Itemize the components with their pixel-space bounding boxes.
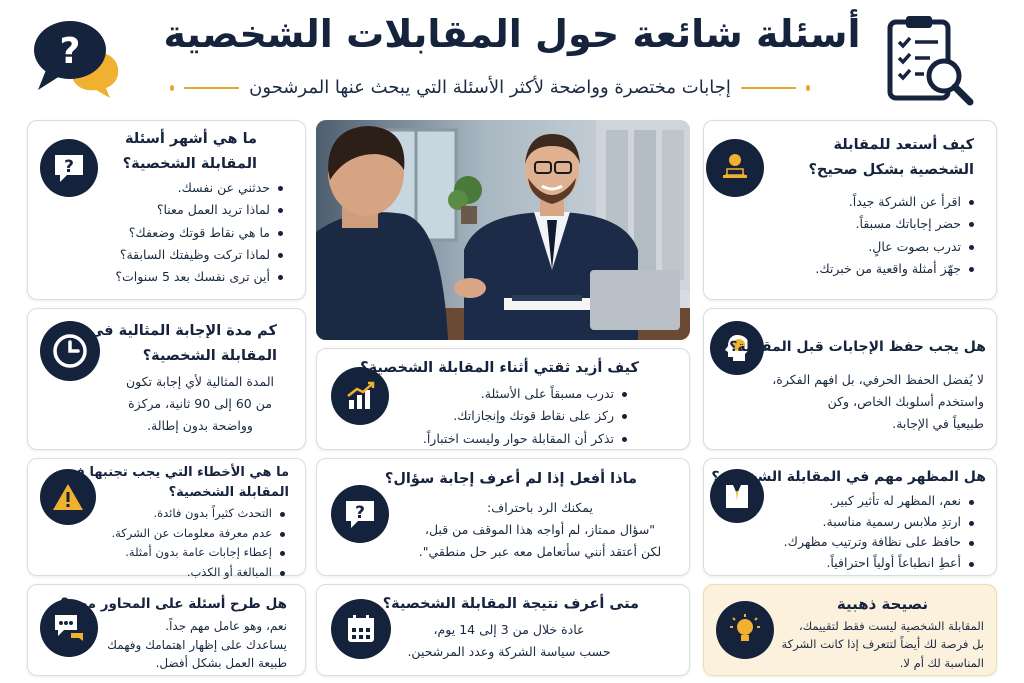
chat-bubbles-icon bbox=[30, 18, 122, 100]
list-item: المبالغة أو الكذب. bbox=[111, 563, 287, 583]
card-text bbox=[772, 369, 984, 435]
card-ask-questions bbox=[27, 584, 306, 676]
page-subtitle: إجابات مختصرة وواضحة لأكثر الأسئلة التي يبحث عنها المرشحون bbox=[249, 77, 731, 98]
card-text bbox=[125, 371, 275, 437]
list-item: ارتدِ ملابس رسمية مناسبة. bbox=[784, 512, 976, 533]
list-item: أعطِ انطباعاً أولياً احترافياً. bbox=[784, 553, 976, 574]
card-title-line: كم مدة الإجابة المثالية في bbox=[89, 323, 277, 339]
list-item: ركز على نقاط قوتك وإنجازاتك. bbox=[423, 405, 629, 427]
list-item: حضر إجاباتك مسبقاً. bbox=[815, 213, 976, 235]
card-list bbox=[815, 191, 976, 280]
card-title bbox=[808, 133, 974, 184]
text-line: عادة خلال من 3 إلى 14 يوم، bbox=[433, 622, 585, 637]
text-line: من 60 إلى 90 ثانية، مركزة bbox=[128, 395, 272, 411]
card-title bbox=[63, 463, 289, 503]
list-item: لماذا تريد العمل معنا؟ bbox=[115, 199, 285, 221]
list-item: تدرب مسبقاً على الأسئلة. bbox=[423, 383, 629, 405]
card-title-line: كيف أستعد للمقابلة bbox=[833, 137, 974, 153]
header bbox=[0, 0, 1024, 115]
text-line: بل فرصة لك أيضاً لتتعرف إذا كانت الشركة bbox=[781, 637, 984, 652]
card-prepare bbox=[703, 120, 997, 300]
list-item: عدم معرفة معلومات عن الشركة. bbox=[111, 524, 287, 544]
card-text bbox=[399, 619, 619, 663]
question-icon bbox=[331, 485, 389, 543]
text-line: المدة المثالية لأي إجابة تكون bbox=[125, 374, 274, 389]
card-appearance bbox=[703, 458, 997, 576]
text-line: طبيعة العمل بشكل أفضل. bbox=[155, 656, 287, 671]
person-laptop-icon bbox=[706, 139, 764, 197]
card-title-line: المقابلة الشخصية؟ bbox=[122, 156, 257, 173]
text-line: واستخدم أسلوبك الخاص، وكن bbox=[827, 393, 984, 409]
card-title: هل يجب حفظ الإجابات قبل المقابلة؟ bbox=[729, 339, 986, 355]
divider-dot bbox=[806, 85, 810, 91]
list-item: تدرب بصوت عالٍ. bbox=[815, 236, 976, 258]
card-title: هل طرح أسئلة على المحاور مهم؟ bbox=[60, 596, 287, 612]
divider-line bbox=[741, 87, 796, 89]
list-item: جهّز أمثلة واقعية من خبرتك. bbox=[815, 258, 976, 280]
card-title-line: ما هي الأخطاء التي يجب تجنبها في bbox=[63, 465, 289, 480]
page-title: أسئلة شائعة حول المقابلات الشخصية bbox=[163, 12, 861, 56]
text-line: يمكنك الرد باحتراف: bbox=[487, 500, 593, 515]
card-list bbox=[423, 383, 629, 450]
list-item: التحدث كثيراً بدون فائدة. bbox=[111, 504, 287, 524]
divider-dot bbox=[170, 85, 174, 91]
lightbulb-icon bbox=[716, 601, 774, 659]
text-line: يساعدك على إظهار اهتمامك وفهمك bbox=[107, 637, 287, 652]
list-item: اقرأ عن الشركة جيداً. bbox=[815, 191, 976, 213]
list-item: حدثني عن نفسك. bbox=[115, 177, 285, 199]
card-unknown-answer bbox=[316, 458, 690, 576]
card-famous-questions bbox=[27, 120, 306, 300]
text-line: طبيعياً في الإجابة. bbox=[892, 415, 984, 431]
card-title-line: الشخصية بشكل صحيح؟ bbox=[808, 162, 974, 179]
list-item: ما هي نقاط قوتك وضعفك؟ bbox=[115, 222, 285, 244]
divider-line bbox=[184, 87, 239, 89]
question-icon bbox=[40, 139, 98, 197]
list-item: حافظ على نظافة وترتيب مظهرك. bbox=[784, 532, 976, 553]
card-title-line: ما هي أشهر أسئلة bbox=[125, 131, 257, 147]
svg-text:?: ? bbox=[59, 31, 81, 72]
card-title bbox=[89, 319, 277, 370]
subtitle-row bbox=[170, 77, 810, 98]
card-title: ماذا أفعل إذا لم أعرف إجابة سؤال؟ bbox=[384, 471, 637, 487]
card-title-line: المقابلة الشخصية؟ bbox=[168, 485, 289, 501]
text-line: لا يُفضل الحفظ الحرفي، بل افهم الفكرة، bbox=[772, 372, 984, 387]
card-title-line: المقابلة الشخصية؟ bbox=[142, 348, 277, 365]
text-line: وواضحة بدون إطالة. bbox=[147, 417, 253, 433]
svg-text:?: ? bbox=[64, 157, 74, 177]
card-mistakes bbox=[27, 458, 306, 579]
text-line: "سؤال ممتاز، لم أواجه هذا الموقف من قبل، bbox=[424, 521, 656, 537]
card-text bbox=[405, 497, 675, 563]
card-list bbox=[111, 504, 287, 582]
text-line: نعم، وهو عامل مهم جداً. bbox=[165, 619, 287, 633]
card-title: نصيحة ذهبية bbox=[836, 595, 928, 613]
list-item: تذكر أن المقابلة حوار وليست اختباراً. bbox=[423, 428, 629, 450]
list-item: إعطاء إجابات عامة بدون أمثلة. bbox=[111, 543, 287, 563]
card-duration bbox=[27, 308, 306, 450]
card-confidence bbox=[316, 348, 690, 450]
card-text bbox=[107, 617, 287, 673]
card-title bbox=[123, 127, 257, 178]
card-title: متى أعرف نتيجة المقابلة الشخصية؟ bbox=[382, 596, 639, 612]
card-memorize bbox=[703, 308, 997, 450]
text-line: المقابلة الشخصية ليست فقط لتقييمك، bbox=[799, 619, 984, 633]
text-line: لكن أعتقد أنني سأتعامل معه عبر حل منطقي". bbox=[418, 543, 662, 559]
text-line: المناسبة لك أم لا. bbox=[899, 655, 984, 670]
interview-illustration bbox=[316, 120, 690, 340]
list-item: نعم، المظهر له تأثير كبير. bbox=[784, 491, 976, 512]
card-text bbox=[781, 617, 984, 672]
card-list bbox=[115, 177, 285, 288]
list-item: أين ترى نفسك بعد 5 سنوات؟ bbox=[115, 266, 285, 288]
svg-text:?: ? bbox=[355, 503, 365, 523]
card-title: هل المظهر مهم في المقابلة الشخصية؟ bbox=[711, 469, 986, 485]
list-item: لماذا تركت وظيفتك السابقة؟ bbox=[115, 244, 285, 266]
clipboard-search-icon bbox=[882, 10, 978, 110]
card-list bbox=[784, 491, 976, 574]
card-title: كيف أزيد ثقتي أثناء المقابلة الشخصية؟ bbox=[360, 360, 639, 376]
card-result bbox=[316, 584, 690, 676]
text-line: حسب سياسة الشركة وعدد المرشحين. bbox=[407, 643, 611, 659]
card-golden-tip bbox=[703, 584, 997, 676]
interview-photo bbox=[316, 120, 690, 340]
